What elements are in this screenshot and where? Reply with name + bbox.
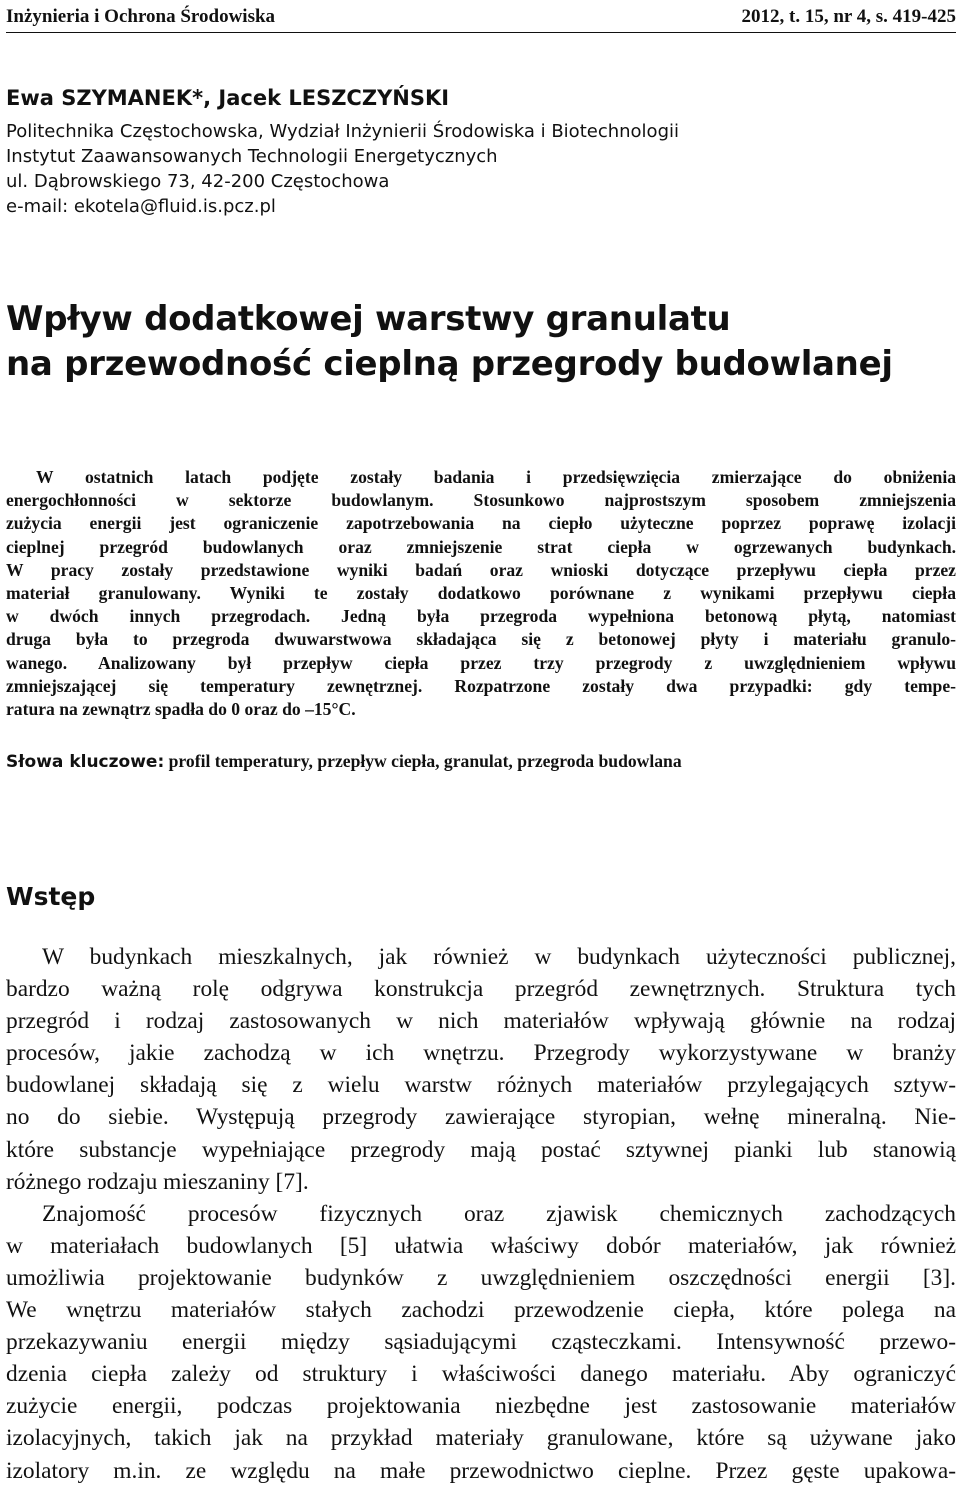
body-line: przekazywaniu energii między sąsiadującymi cząsteczkami. Intensywność przewo- [6, 1329, 956, 1356]
body-line: umożliwia projektowanie budynków z uwzględnieniem oszczędności energii [3]. [6, 1264, 956, 1291]
body-line: które substancje wypełniające przegrody mają postać sztywnej pianki lub stanowią [6, 1136, 956, 1163]
body-line: przegród i rodzaj zastosowanych w nich materiałów wpływają głównie na rodzaj [6, 1008, 956, 1035]
abstract-line: W pracy zostały przedstawione wyniki badań oraz wnioski dotyczące przepływu ciepła przez [6, 559, 956, 580]
body-line: dzenia ciepła zależy od struktury i właściwości danego materiału. Aby ograniczyć [6, 1361, 956, 1388]
body-line: We wnętrzu materiałów stałych zachodzi przewodzenie ciepła, które polega na [6, 1297, 956, 1324]
body-line: Znajomość procesów fizycznych oraz zjawisk chemicznych zachodzących [42, 1200, 956, 1227]
keywords-label: Słowa kluczowe: [6, 752, 165, 772]
author-list: Ewa SZYMANEK*, Jacek LESZCZYŃSKI [6, 86, 450, 110]
affiliation-email: e-mail: ekotela@fluid.is.pcz.pl [6, 196, 276, 217]
body-line: procesów, jakie zachodzą w ich wnętrzu. Przegrody wykorzystywane w branży [6, 1040, 956, 1067]
body-line: w materiałach budowlanych [5] ułatwia właściwy dobór materiałów, jak również [6, 1232, 956, 1259]
keywords [6, 751, 682, 772]
abstract-line: W ostatnich latach podjęte zostały badania i przedsięwzięcia zmierzające do obniżenia [36, 467, 956, 487]
body-line: W budynkach mieszkalnych, jak również w budynkach użyteczności publicznej, [42, 944, 956, 970]
body-line: różnego rodzaju mieszaniny [7]. [6, 1168, 309, 1195]
running-header [6, 4, 956, 33]
paper-title-line-2: na przewodność cieplną przegrody budowlanej [6, 344, 893, 384]
abstract [6, 466, 956, 721]
abstract-line: cieplnej przegród budowlanych oraz zmniejszenie strat ciepła w ogrzewanych budynkach. [6, 536, 956, 557]
paper-page [6, 0, 956, 1499]
affiliation-university: Politechnika Częstochowska, Wydział Inżynierii Środowiska i Biotechnologii [6, 121, 679, 142]
body-line: no do siebie. Występują przegrody zawierające styropian, wełnę mineralną. Nie- [6, 1104, 956, 1131]
abstract-line: zmniejszającej się temperatury zewnętrznej. Rozpatrzone zostały dwa przypadki: gdy tempe- [6, 675, 956, 696]
citation-info: 2012, t. 15, nr 4, s. 419-425 [741, 6, 956, 27]
body-line: izolacyjnych, takich jak na przykład materiały granulowane, które są używane jako [6, 1425, 956, 1452]
abstract-line: druga była to przegroda dwuwarstwowa składająca się z betonowej płyty i materiału granulo- [6, 629, 956, 650]
abstract-line: w dwóch innych przegrodach. Jedną była przegroda wypełniona betonową płytą, natomiast [6, 606, 956, 627]
section-heading: Wstęp [6, 882, 96, 911]
abstract-line: energochłonności w sektorze budowlanym. Stosunkowo najprostszym sposobem zmniejszenia [6, 490, 956, 511]
body-line: bardzo ważną rolę odgrywa konstrukcja przegród zewnętrznych. Struktura tych [6, 976, 956, 1003]
abstract-line: ratura na zewnątrz spadła do 0 oraz do –15°C. [6, 698, 356, 719]
section-body [6, 941, 956, 1487]
body-line: budowlanej składają się z wielu warstw różnych materiałów przylegających sztyw- [6, 1072, 956, 1099]
abstract-line: wanego. Analizowany był przepływ ciepła przez trzy przegrody z uwzględnieniem wpływu [6, 652, 956, 673]
body-line: zużycie energii, podczas projektowania niezbędne jest zastosowanie materiałów [6, 1393, 956, 1420]
abstract-line: materiał granulowany. Wyniki te zostały dodatkowo porównane z wynikami przepływu ciepła [6, 582, 956, 603]
body-line: izolatory m.in. ze względu na małe przewodnictwo cieplne. Przez gęste upakowa- [6, 1457, 956, 1484]
keywords-text: profil temperatury, przepływ ciepła, granulat, przegroda budowlana [164, 751, 682, 771]
abstract-line: zużycia energii jest ograniczenie zapotrzebowania na ciepło użyteczne poprzez poprawę izolacji [6, 513, 956, 534]
paper-title-line-1: Wpływ dodatkowej warstwy granulatu [6, 299, 731, 339]
affiliation-address: ul. Dąbrowskiego 73, 42-200 Częstochowa [6, 171, 390, 192]
journal-name: Inżynieria i Ochrona Środowiska [6, 6, 276, 27]
affiliation-institute: Instytut Zaawansowanych Technologii Energetycznych [6, 146, 498, 167]
